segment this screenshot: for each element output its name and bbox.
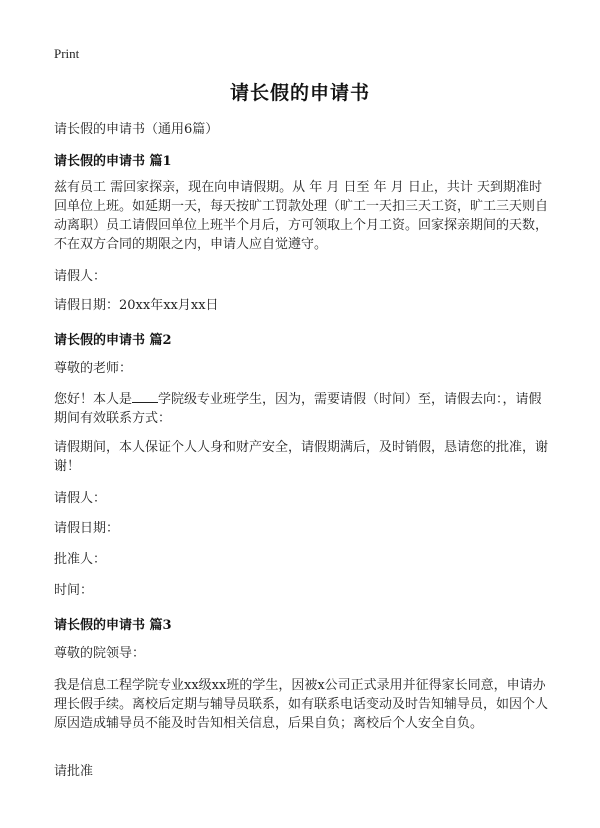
section-2-approver: 批准人： — [54, 552, 107, 567]
blank-field — [132, 390, 158, 403]
section-2-body: 学院级专业班学生，因为，需要请假（时间）至，请假去向：，请假期间有效联系方式： — [54, 392, 542, 426]
section-3-salutation: 尊敬的院领导： — [54, 646, 146, 661]
section-3-paragraph: 我是信息工程学院专业xx级xx班的学生，因被x公司正式录用并征得家长同意，申请办理长假手续。离校后定期与辅导员联系，如有联系电话变动及时告知辅导员，如因个人原因造成辅导员不能及时告知相关信息，后果自负；离校后个人安全自负。 — [54, 678, 549, 731]
section-2-pledge: 请假期间，本人保证个人人身和财产安全，请假期满后，及时销假，恳请您的批准，谢谢！ — [54, 440, 549, 474]
section-3-heading: 请长假的申请书 篇3 — [54, 618, 172, 633]
section-2-salutation: 尊敬的老师： — [54, 361, 133, 376]
section-2-date: 请假日期： — [54, 521, 120, 536]
section-2-paragraph — [54, 390, 554, 428]
section-1-date: 请假日期：20xx年xx月xx日 — [54, 298, 219, 313]
section-2-greeting: 您好！本人是 — [54, 392, 133, 407]
section-3-closing: 请批准 — [54, 764, 94, 779]
print-label[interactable]: Print — [54, 46, 80, 61]
intro-line: 请长假的申请书（通用6篇） — [54, 122, 219, 137]
section-2-heading: 请长假的申请书 篇2 — [54, 333, 172, 348]
section-1-requester: 请假人： — [54, 269, 107, 284]
section-1-paragraph: 兹有员工 需回家探亲，现在向申请假期。从 年 月 日至 年 月 日止，共计 天到期准时回单位上班。如延期一天，每天按旷工罚款处理（旷工一天扣三天工资，旷工三天则自动离职）员工请假回单位上班半个月后，方可领取上个月工资。回家探亲期间的天数，不在双方合同的期限之内，申请人应自觉遵守。 — [54, 180, 549, 252]
section-1-heading: 请长假的申请书 篇1 — [54, 154, 172, 169]
section-2-time: 时间： — [54, 583, 94, 598]
section-2-requester: 请假人： — [54, 491, 107, 506]
document-title: 请长假的申请书 — [229, 82, 370, 104]
